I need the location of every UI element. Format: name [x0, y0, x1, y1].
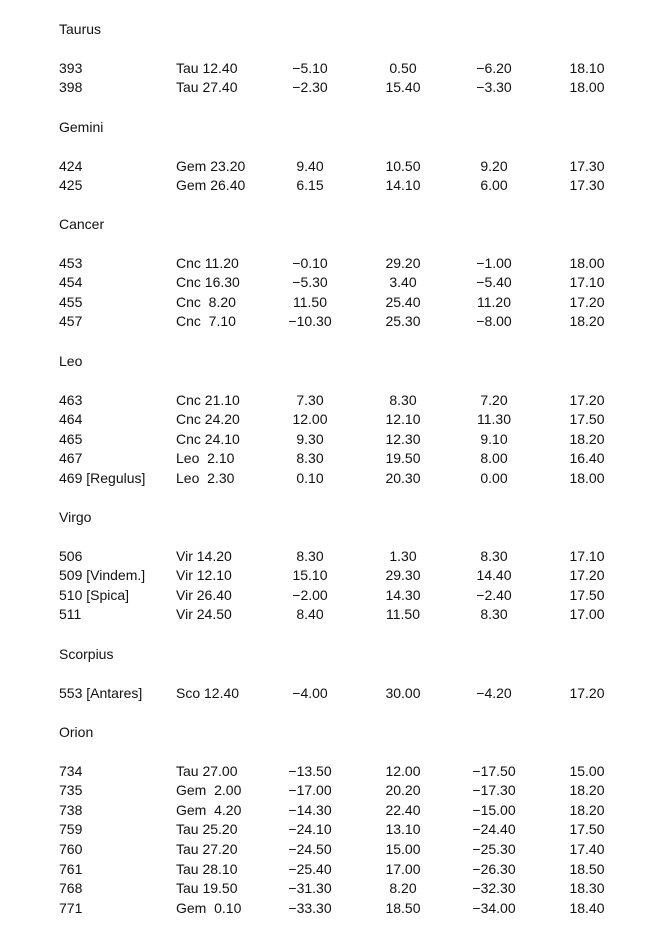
col-4-cell: 19.50 — [385, 450, 421, 467]
col-5-cell: −24.40 — [472, 821, 516, 838]
table-row — [0, 761, 663, 781]
star-number-cell: 738 — [59, 801, 83, 818]
constellation-title: Cancer — [59, 216, 105, 232]
col-5-cell: −17.30 — [472, 782, 516, 799]
col-3-cell: −13.50 — [288, 762, 332, 779]
col-6-cell: 15.00 — [569, 762, 605, 779]
longitude-cell: Tau 12.40 — [176, 59, 238, 76]
star-number-cell: 509 [Vindem.] — [59, 567, 146, 584]
col-3-cell: 8.30 — [296, 450, 324, 467]
star-number-cell: 454 — [59, 274, 83, 291]
col-5-cell: −6.20 — [476, 59, 512, 76]
col-5-cell: −32.30 — [472, 880, 516, 897]
col-3-cell: 7.30 — [296, 391, 324, 408]
table-row — [0, 585, 663, 605]
star-number-cell: 506 — [59, 547, 83, 564]
star-number-cell: 467 — [59, 450, 83, 467]
star-number-cell: 511 — [59, 606, 82, 623]
col-4-cell: 22.40 — [385, 801, 421, 818]
star-number-cell: 553 [Antares] — [59, 684, 143, 701]
star-number-cell: 510 [Spica] — [59, 586, 130, 603]
col-6-cell: 18.40 — [569, 899, 605, 916]
col-6-cell: 17.20 — [569, 293, 605, 310]
constellation-title: Gemini — [59, 119, 104, 135]
col-3-cell: 6.15 — [296, 177, 324, 194]
col-4-cell: 15.40 — [385, 79, 421, 96]
col-4-cell: 12.00 — [385, 762, 421, 779]
star-number-cell: 464 — [59, 411, 83, 428]
col-5-cell: 8.00 — [480, 450, 508, 467]
col-4-cell: 10.50 — [385, 157, 421, 174]
star-number-cell: 771 — [59, 899, 83, 916]
col-4-cell: 20.20 — [385, 782, 421, 799]
col-6-cell: 17.30 — [569, 157, 605, 174]
col-6-cell: 18.20 — [569, 430, 605, 447]
table-row — [0, 800, 663, 820]
col-6-cell: 18.10 — [569, 59, 605, 76]
col-6-cell: 17.30 — [569, 177, 605, 194]
col-5-cell: −26.30 — [472, 860, 516, 877]
star-number-cell: 761 — [59, 860, 83, 877]
table-row — [0, 546, 663, 566]
col-6-cell: 18.30 — [569, 880, 605, 897]
table-row — [0, 468, 663, 488]
col-3-cell: 12.00 — [292, 411, 328, 428]
longitude-cell: Cnc 24.20 — [176, 411, 240, 428]
col-3-cell: −0.10 — [292, 254, 328, 271]
col-6-cell: 18.20 — [569, 782, 605, 799]
longitude-cell: Cnc 7.10 — [176, 313, 236, 330]
col-4-cell: 12.30 — [385, 430, 421, 447]
col-6-cell: 18.00 — [569, 254, 605, 271]
col-5-cell: 8.30 — [480, 606, 508, 623]
col-3-cell: −5.30 — [292, 274, 328, 291]
col-5-cell: 7.20 — [480, 391, 508, 408]
col-4-cell: 20.30 — [385, 469, 421, 486]
col-6-cell: 16.40 — [569, 450, 605, 467]
col-5-cell: 9.10 — [480, 430, 508, 447]
col-6-cell: 17.50 — [569, 411, 605, 428]
col-5-cell: −8.00 — [476, 313, 512, 330]
col-4-cell: 17.00 — [385, 860, 421, 877]
col-3-cell: 9.30 — [296, 430, 324, 447]
col-4-cell: 8.20 — [389, 880, 417, 897]
star-number-cell: 455 — [59, 293, 83, 310]
table-row — [0, 683, 663, 703]
col-4-cell: 15.00 — [385, 840, 421, 857]
col-3-cell: −25.40 — [288, 860, 332, 877]
col-4-cell: 11.50 — [386, 606, 420, 623]
table-row — [0, 58, 663, 78]
table-row — [0, 292, 663, 312]
col-5-cell: −1.00 — [476, 254, 512, 271]
col-6-cell: 17.50 — [569, 821, 605, 838]
col-6-cell: 17.50 — [569, 586, 605, 603]
constellation-title: Virgo — [59, 509, 92, 525]
star-number-cell: 735 — [59, 782, 83, 799]
col-6-cell: 17.20 — [569, 684, 605, 701]
table-row — [0, 77, 663, 97]
col-4-cell: 3.40 — [389, 274, 417, 291]
col-3-cell: 0.10 — [296, 469, 324, 486]
col-6-cell: 18.00 — [569, 469, 605, 486]
col-5-cell: 11.30 — [477, 411, 511, 428]
col-5-cell: −4.20 — [476, 684, 512, 701]
col-4-cell: 13.10 — [385, 821, 421, 838]
col-4-cell: 29.30 — [385, 567, 421, 584]
table-row — [0, 429, 663, 449]
col-6-cell: 18.50 — [569, 860, 605, 877]
longitude-cell: Cnc 24.10 — [176, 430, 240, 447]
longitude-cell: Sco 12.40 — [176, 684, 240, 701]
col-5-cell: 9.20 — [480, 157, 508, 174]
table-row — [0, 156, 663, 176]
table-row — [0, 604, 663, 624]
table-row — [0, 311, 663, 331]
col-3-cell: −14.30 — [288, 801, 332, 818]
col-5-cell: −25.30 — [472, 840, 516, 857]
longitude-cell: Tau 27.20 — [176, 840, 238, 857]
col-4-cell: 29.20 — [385, 254, 421, 271]
longitude-cell: Cnc 11.20 — [176, 254, 239, 271]
col-3-cell: −33.30 — [288, 899, 332, 916]
star-number-cell: 463 — [59, 391, 83, 408]
table-row — [0, 565, 663, 585]
col-6-cell: 17.20 — [569, 567, 605, 584]
star-number-cell: 393 — [59, 59, 83, 76]
table-row — [0, 898, 663, 918]
col-4-cell: 30.00 — [385, 684, 421, 701]
col-3-cell: −31.30 — [288, 880, 332, 897]
table-row — [0, 859, 663, 879]
constellation-title: Orion — [59, 724, 94, 740]
longitude-cell: Tau 25.20 — [176, 821, 238, 838]
star-number-cell: 734 — [59, 762, 83, 779]
col-3-cell: −24.50 — [288, 840, 332, 857]
col-3-cell: 9.40 — [296, 157, 324, 174]
star-number-cell: 425 — [59, 177, 83, 194]
longitude-cell: Leo 2.10 — [176, 450, 235, 467]
col-6-cell: 17.40 — [569, 840, 605, 857]
longitude-cell: Vir 12.10 — [176, 567, 232, 584]
constellation-title: Leo — [59, 353, 83, 369]
col-4-cell: 25.30 — [385, 313, 421, 330]
longitude-cell: Tau 27.00 — [176, 762, 238, 779]
col-4-cell: 14.30 — [385, 586, 421, 603]
col-6-cell: 18.20 — [569, 313, 605, 330]
col-6-cell: 17.20 — [569, 391, 605, 408]
star-number-cell: 453 — [59, 254, 83, 271]
star-number-cell: 424 — [59, 157, 83, 174]
longitude-cell: Cnc 21.10 — [176, 391, 240, 408]
constellation-title: Taurus — [59, 21, 102, 37]
longitude-cell: Gem 4.20 — [176, 801, 242, 818]
col-5-cell: −34.00 — [472, 899, 516, 916]
col-5-cell: −15.00 — [472, 801, 516, 818]
col-4-cell: 8.30 — [389, 391, 417, 408]
col-5-cell: 6.00 — [480, 177, 508, 194]
star-number-cell: 760 — [59, 840, 83, 857]
col-3-cell: 15.10 — [292, 567, 328, 584]
longitude-cell: Cnc 8.20 — [176, 293, 236, 310]
table-row — [0, 878, 663, 898]
col-4-cell: 12.10 — [385, 411, 421, 428]
longitude-cell: Gem 0.10 — [176, 899, 242, 916]
longitude-cell: Vir 26.40 — [176, 586, 232, 603]
col-3-cell: 8.30 — [296, 547, 324, 564]
table-row — [0, 448, 663, 468]
col-5-cell: −17.50 — [472, 762, 516, 779]
longitude-cell: Cnc 16.30 — [176, 274, 240, 291]
col-5-cell: 11.20 — [477, 293, 511, 310]
table-row — [0, 839, 663, 859]
col-5-cell: −5.40 — [476, 274, 512, 291]
col-3-cell: −24.10 — [288, 821, 332, 838]
longitude-cell: Gem 23.20 — [176, 157, 246, 174]
star-number-cell: 759 — [59, 821, 83, 838]
col-3-cell: 8.40 — [296, 606, 324, 623]
col-6-cell: 18.00 — [569, 79, 605, 96]
longitude-cell: Gem 26.40 — [176, 177, 246, 194]
col-3-cell: −5.10 — [292, 59, 328, 76]
col-3-cell: −4.00 — [292, 684, 328, 701]
col-6-cell: 17.10 — [569, 547, 605, 564]
col-3-cell: −10.30 — [288, 313, 332, 330]
longitude-cell: Tau 27.40 — [176, 79, 238, 96]
table-row — [0, 819, 663, 839]
col-5-cell: 8.30 — [480, 547, 508, 564]
col-5-cell: −2.40 — [476, 586, 512, 603]
col-4-cell: 1.30 — [389, 547, 417, 564]
col-5-cell: −3.30 — [476, 79, 512, 96]
table-row — [0, 272, 663, 292]
col-6-cell: 17.10 — [569, 274, 605, 291]
longitude-cell: Tau 28.10 — [176, 860, 238, 877]
col-3-cell: −2.30 — [292, 79, 328, 96]
col-6-cell: 18.20 — [569, 801, 605, 818]
table-row — [0, 409, 663, 429]
col-3-cell: −17.00 — [288, 782, 332, 799]
longitude-cell: Vir 24.50 — [176, 606, 232, 623]
col-3-cell: 11.50 — [293, 293, 327, 310]
longitude-cell: Tau 19.50 — [176, 880, 238, 897]
longitude-cell: Vir 14.20 — [176, 547, 232, 564]
star-number-cell: 469 [Regulus] — [59, 469, 146, 486]
table-row — [0, 390, 663, 410]
longitude-cell: Leo 2.30 — [176, 469, 235, 486]
longitude-cell: Gem 2.00 — [176, 782, 242, 799]
col-5-cell: 0.00 — [480, 469, 508, 486]
col-4-cell: 25.40 — [385, 293, 421, 310]
col-4-cell: 18.50 — [385, 899, 421, 916]
star-number-cell: 398 — [59, 79, 83, 96]
star-number-cell: 768 — [59, 880, 83, 897]
constellation-title: Scorpius — [59, 646, 114, 662]
table-row — [0, 253, 663, 273]
table-row — [0, 780, 663, 800]
col-6-cell: 17.00 — [569, 606, 605, 623]
col-3-cell: −2.00 — [292, 586, 328, 603]
col-5-cell: 14.40 — [476, 567, 512, 584]
star-number-cell: 465 — [59, 430, 83, 447]
col-4-cell: 0.50 — [389, 59, 417, 76]
star-number-cell: 457 — [59, 313, 83, 330]
col-4-cell: 14.10 — [385, 177, 421, 194]
table-row — [0, 175, 663, 195]
